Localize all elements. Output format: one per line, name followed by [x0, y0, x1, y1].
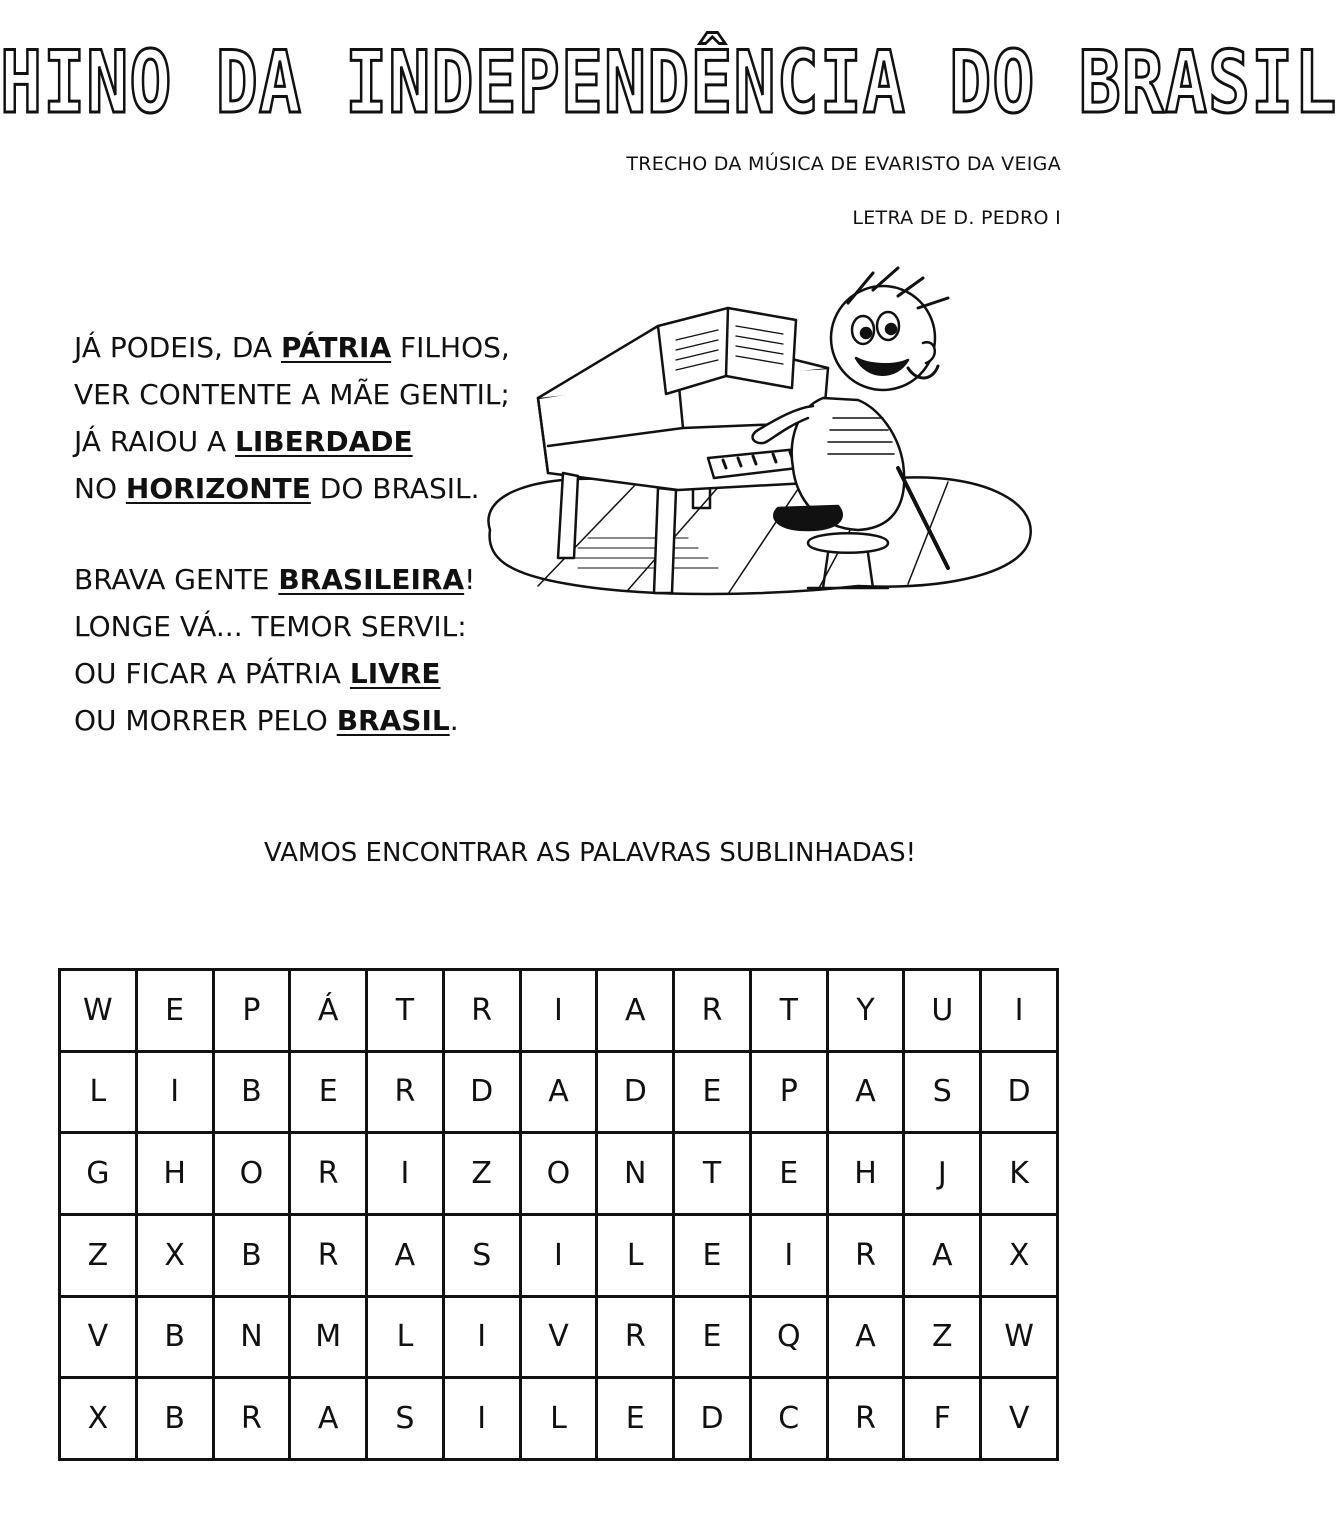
grid-cell[interactable]: N — [213, 1296, 290, 1378]
grid-cell[interactable]: A — [827, 1296, 904, 1378]
grid-cell[interactable]: R — [367, 1051, 444, 1133]
grid-row — [60, 970, 1058, 1052]
grid-cell[interactable]: A — [904, 1214, 981, 1296]
grid-cell[interactable]: F — [904, 1378, 981, 1460]
grid-cell[interactable]: A — [520, 1051, 597, 1133]
grid-cell[interactable]: L — [60, 1051, 137, 1133]
grid-cell[interactable]: O — [213, 1133, 290, 1215]
grid-cell[interactable]: Q — [750, 1296, 827, 1378]
grid-cell[interactable]: I — [443, 1378, 520, 1460]
grid-cell[interactable]: G — [60, 1133, 137, 1215]
grid-cell[interactable]: I — [367, 1133, 444, 1215]
grid-cell[interactable]: A — [597, 970, 674, 1052]
instruction-text: VAMOS ENCONTRAR AS PALAVRAS SUBLINHADAS! — [263, 838, 917, 868]
grid-cell[interactable]: L — [520, 1378, 597, 1460]
grid-row — [60, 1296, 1058, 1378]
grid-cell[interactable]: B — [136, 1378, 213, 1460]
grid-cell[interactable]: D — [674, 1378, 751, 1460]
grid-cell[interactable]: T — [750, 970, 827, 1052]
underlined-word: LIBERDADE — [235, 425, 413, 458]
verse-line: JÁ PODEIS, DA PÁTRIA FILHOS, — [74, 331, 510, 364]
grid-cell[interactable]: S — [904, 1051, 981, 1133]
grid-cell[interactable]: D — [597, 1051, 674, 1133]
grid-cell[interactable]: R — [597, 1296, 674, 1378]
grid-cell[interactable]: O — [520, 1133, 597, 1215]
grid-cell[interactable]: S — [443, 1214, 520, 1296]
lyrics-credit: LETRA DE D. PEDRO I — [852, 207, 1061, 229]
grid-cell[interactable]: Y — [827, 970, 904, 1052]
underlined-word: BRASILEIRA — [278, 563, 465, 596]
grid-cell[interactable]: X — [981, 1214, 1058, 1296]
verse-line: LONGE VÁ... TEMOR SERVIL: — [74, 610, 467, 643]
grid-cell[interactable]: A — [290, 1378, 367, 1460]
grid-cell[interactable]: A — [827, 1051, 904, 1133]
grid-cell[interactable]: D — [981, 1051, 1058, 1133]
grid-cell[interactable]: W — [981, 1296, 1058, 1378]
grid-row — [60, 1214, 1058, 1296]
grid-cell[interactable]: N — [597, 1133, 674, 1215]
grid-cell[interactable]: Z — [443, 1133, 520, 1215]
verse-line: OU FICAR A PÁTRIA LIVRE — [74, 657, 441, 690]
grid-cell[interactable]: V — [981, 1378, 1058, 1460]
grid-cell[interactable]: Z — [904, 1296, 981, 1378]
grid-cell[interactable]: P — [750, 1051, 827, 1133]
grid-cell[interactable]: R — [827, 1378, 904, 1460]
verse-line: JÁ RAIOU A LIBERDADE — [74, 425, 413, 458]
grid-cell[interactable]: Á — [290, 970, 367, 1052]
grid-cell[interactable]: V — [60, 1296, 137, 1378]
grid-cell[interactable]: X — [60, 1378, 137, 1460]
grid-cell[interactable]: L — [367, 1296, 444, 1378]
grid-row — [60, 1133, 1058, 1215]
grid-cell[interactable]: M — [290, 1296, 367, 1378]
stanza-1 — [74, 324, 510, 512]
grid-cell[interactable]: X — [136, 1214, 213, 1296]
grid-cell[interactable]: H — [136, 1133, 213, 1215]
grid-cell[interactable]: Z — [60, 1214, 137, 1296]
grid-cell[interactable]: R — [674, 970, 751, 1052]
grid-row — [60, 1051, 1058, 1133]
underlined-word: HORIZONTE — [125, 472, 311, 505]
underlined-word: PÁTRIA — [280, 331, 392, 364]
grid-cell[interactable]: I — [520, 1214, 597, 1296]
grid-cell[interactable]: S — [367, 1378, 444, 1460]
grid-cell[interactable]: L — [597, 1214, 674, 1296]
grid-cell[interactable]: E — [674, 1051, 751, 1133]
grid-cell[interactable]: E — [750, 1133, 827, 1215]
word-search-grid — [58, 968, 1059, 1461]
page-title: HINO DA INDEPENDÊNCIA DO BRASIL — [0, 32, 1337, 133]
grid-cell[interactable]: I — [981, 970, 1058, 1052]
grid-cell[interactable]: J — [904, 1133, 981, 1215]
grid-cell[interactable]: R — [290, 1214, 367, 1296]
grid-cell[interactable]: R — [290, 1133, 367, 1215]
grid-cell[interactable]: R — [213, 1378, 290, 1460]
grid-cell[interactable]: B — [136, 1296, 213, 1378]
verse-line: OU MORRER PELO BRASIL. — [74, 704, 459, 737]
grid-cell[interactable]: B — [213, 1051, 290, 1133]
grid-row — [60, 1378, 1058, 1460]
grid-cell[interactable]: H — [827, 1133, 904, 1215]
grid-cell[interactable]: V — [520, 1296, 597, 1378]
grid-cell[interactable]: K — [981, 1133, 1058, 1215]
grid-cell[interactable]: E — [674, 1296, 751, 1378]
grid-cell[interactable]: R — [443, 970, 520, 1052]
stanza-2 — [74, 556, 475, 744]
grid-cell[interactable]: T — [674, 1133, 751, 1215]
underlined-word: BRASIL — [336, 704, 450, 737]
grid-cell[interactable]: P — [213, 970, 290, 1052]
grid-cell[interactable]: E — [136, 970, 213, 1052]
grid-cell[interactable]: T — [367, 970, 444, 1052]
cartoon-boy-playing-piano-icon — [478, 268, 1038, 618]
verse-line: VER CONTENTE A MÃE GENTIL; — [74, 378, 510, 411]
grid-cell[interactable]: R — [827, 1214, 904, 1296]
grid-cell[interactable]: I — [136, 1051, 213, 1133]
grid-cell[interactable]: E — [674, 1214, 751, 1296]
grid-cell[interactable]: I — [520, 970, 597, 1052]
verse-line: NO HORIZONTE DO BRASIL. — [74, 472, 480, 505]
grid-cell[interactable]: B — [213, 1214, 290, 1296]
grid-cell[interactable]: E — [290, 1051, 367, 1133]
grid-cell[interactable]: U — [904, 970, 981, 1052]
grid-cell[interactable]: C — [750, 1378, 827, 1460]
grid-cell[interactable]: E — [597, 1378, 674, 1460]
grid-cell[interactable]: A — [367, 1214, 444, 1296]
grid-cell[interactable]: D — [443, 1051, 520, 1133]
underlined-word: LIVRE — [349, 657, 441, 690]
grid-cell[interactable]: W — [60, 970, 137, 1052]
grid-cell[interactable]: I — [750, 1214, 827, 1296]
music-credit: TRECHO DA MÚSICA DE EVARISTO DA VEIGA — [626, 153, 1061, 175]
verse-line: BRAVA GENTE BRASILEIRA! — [74, 563, 476, 596]
grid-cell[interactable]: I — [443, 1296, 520, 1378]
